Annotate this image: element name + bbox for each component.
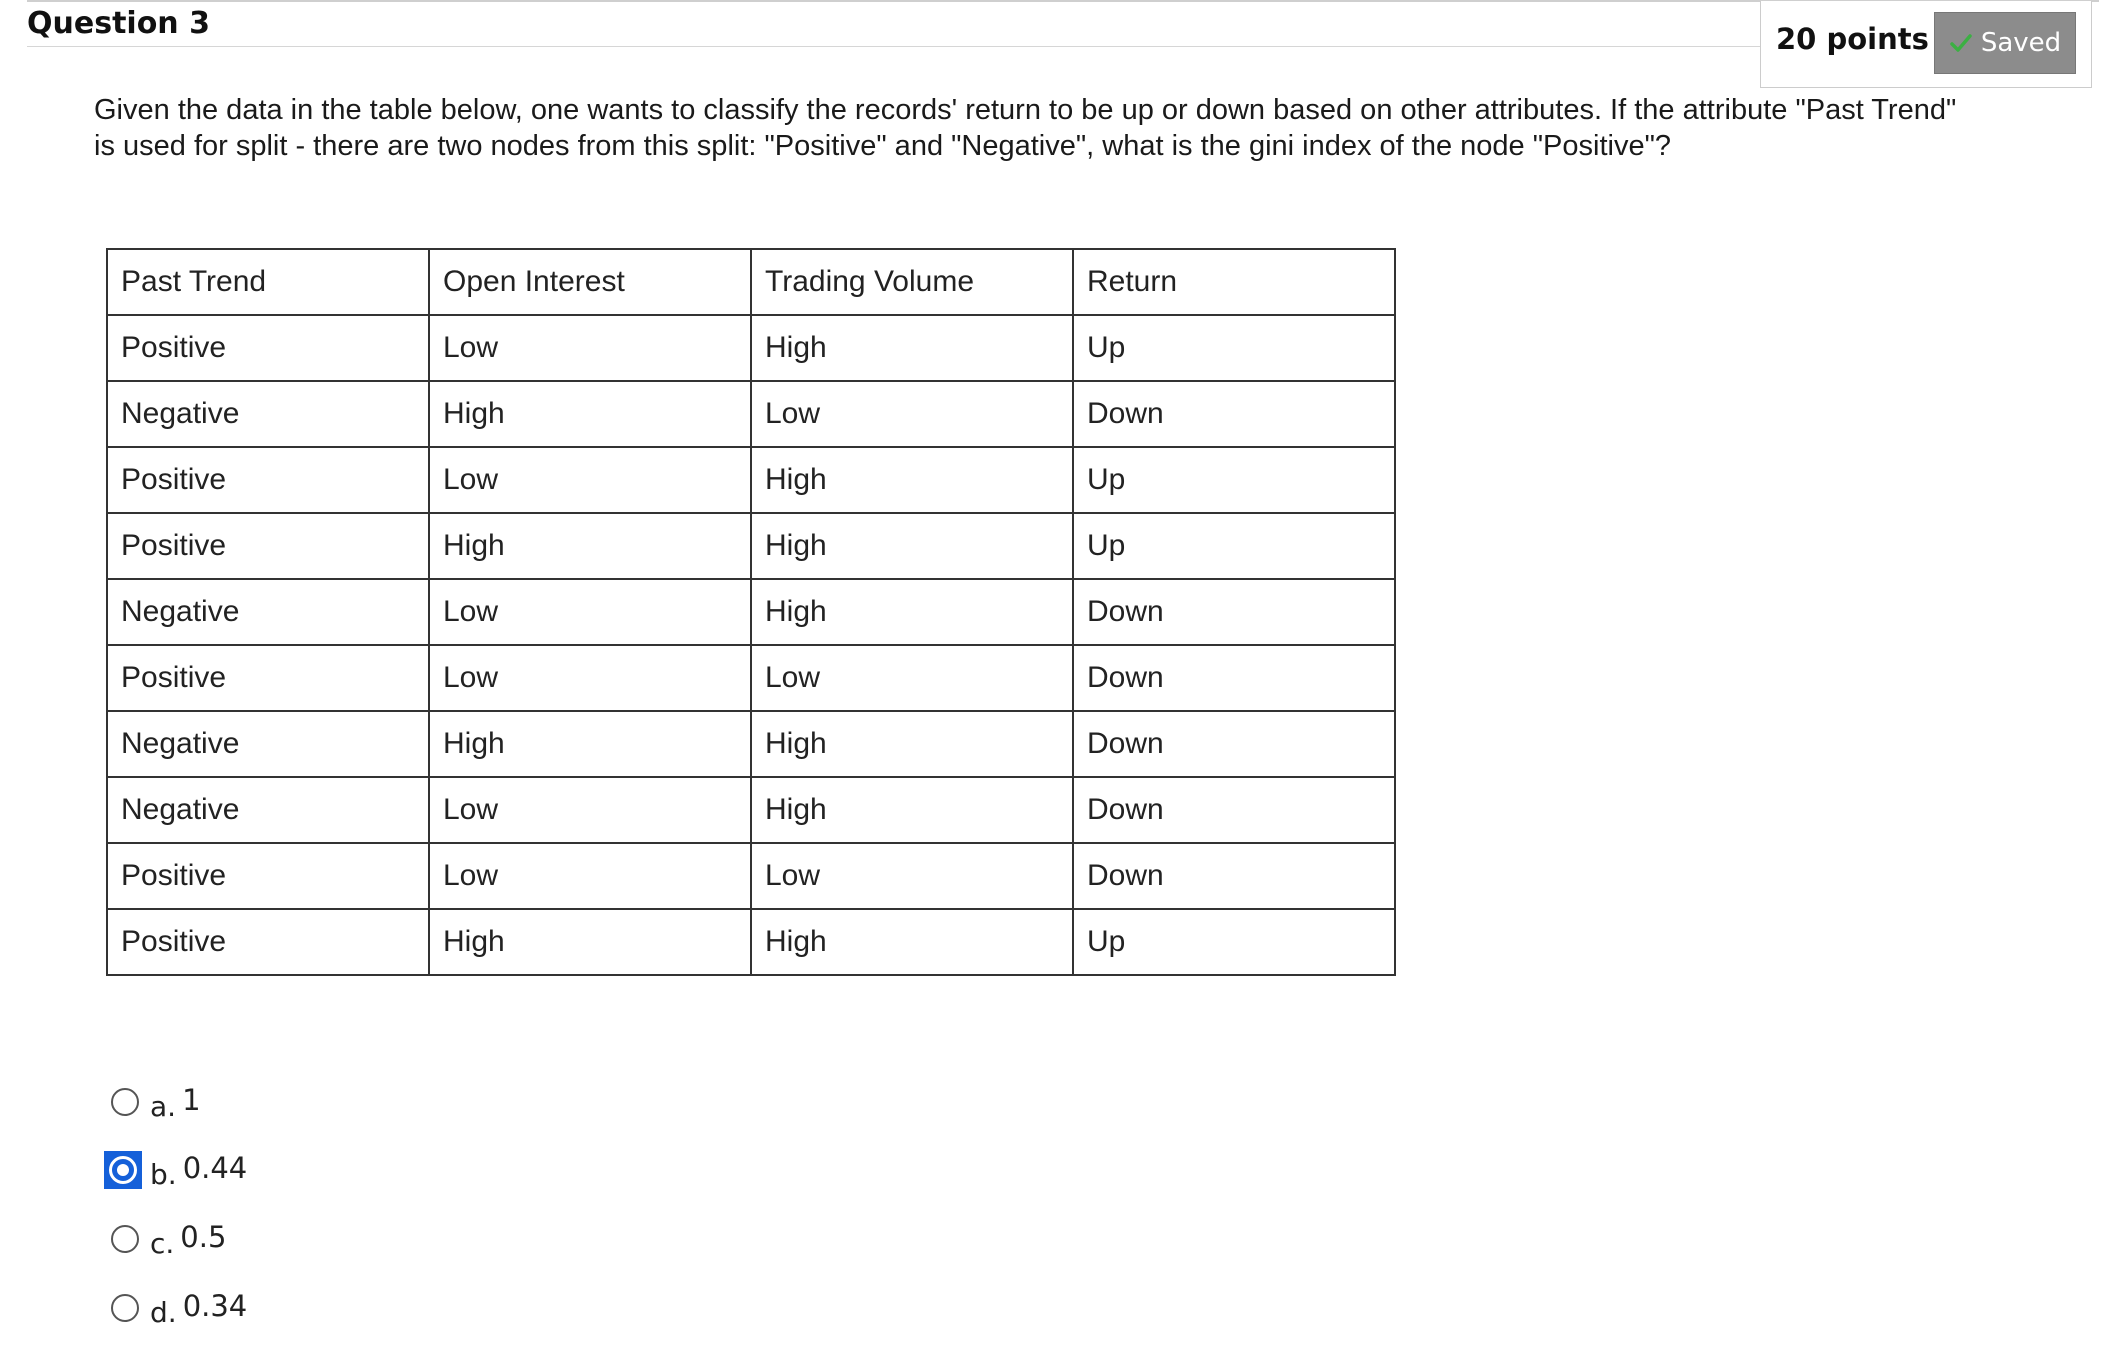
option-value: 0.5 <box>180 1220 227 1254</box>
table-cell: Low <box>751 843 1073 909</box>
table-row <box>107 711 1395 777</box>
table-cell: Negative <box>107 579 429 645</box>
table-cell: Low <box>429 579 751 645</box>
table-cell: Low <box>751 645 1073 711</box>
table-cell: Low <box>429 447 751 513</box>
table-cell: Positive <box>107 513 429 579</box>
table-row <box>107 513 1395 579</box>
table-cell: Positive <box>107 447 429 513</box>
table-cell: Down <box>1073 381 1395 447</box>
table-row <box>107 447 1395 513</box>
saved-label: Saved <box>1980 28 2062 58</box>
option-letter: c. <box>150 1226 175 1260</box>
question-text-line-2: is used for split - there are two nodes from this split: "Positive" and "Negative", what is the gini index of the node "Positive"? <box>94 130 1672 162</box>
table-cell: Up <box>1073 447 1395 513</box>
data-table <box>106 248 1396 976</box>
table-cell: High <box>429 513 751 579</box>
option-value: 1 <box>182 1083 201 1117</box>
table-cell: Positive <box>107 315 429 381</box>
table-cell: High <box>751 711 1073 777</box>
table-cell: Positive <box>107 909 429 975</box>
radio-button-a[interactable] <box>104 1083 142 1121</box>
table-cell: Up <box>1073 513 1395 579</box>
table-cell: High <box>429 909 751 975</box>
table-row <box>107 579 1395 645</box>
table-row <box>107 645 1395 711</box>
saved-status-badge <box>1934 12 2076 74</box>
column-header: Return <box>1073 249 1395 315</box>
table-row <box>107 777 1395 843</box>
table-cell: Down <box>1073 579 1395 645</box>
table-cell: Low <box>429 645 751 711</box>
table-row <box>107 381 1395 447</box>
table-cell: Negative <box>107 381 429 447</box>
table-header-row <box>107 249 1395 315</box>
question-text-line-1: Given the data in the table below, one wants to classify the records' return to be up or down based on other attributes. If the attribute "Past Trend" <box>94 94 1957 126</box>
column-header: Trading Volume <box>751 249 1073 315</box>
table-cell: High <box>751 777 1073 843</box>
option-d[interactable] <box>104 1286 504 1330</box>
table-cell: Positive <box>107 843 429 909</box>
column-header: Open Interest <box>429 249 751 315</box>
table-cell: Negative <box>107 777 429 843</box>
table-cell: Up <box>1073 909 1395 975</box>
table-cell: Up <box>1073 315 1395 381</box>
table-cell: Positive <box>107 645 429 711</box>
radio-button-b[interactable] <box>104 1151 142 1189</box>
table-cell: Low <box>429 843 751 909</box>
table-cell: Down <box>1073 645 1395 711</box>
option-b[interactable] <box>104 1148 504 1192</box>
radio-button-d[interactable] <box>104 1289 142 1327</box>
table-cell: Low <box>751 381 1073 447</box>
table-cell: Down <box>1073 843 1395 909</box>
column-header: Past Trend <box>107 249 429 315</box>
option-a[interactable] <box>104 1080 504 1124</box>
option-letter: a. <box>150 1089 177 1123</box>
table-cell: High <box>429 711 751 777</box>
table-cell: Negative <box>107 711 429 777</box>
table-cell: High <box>751 513 1073 579</box>
table-cell: Down <box>1073 711 1395 777</box>
table-cell: High <box>751 909 1073 975</box>
check-icon <box>1949 31 1973 55</box>
question-text <box>94 92 2054 164</box>
table-cell: High <box>751 447 1073 513</box>
option-letter: b. <box>150 1157 177 1191</box>
option-letter: d. <box>150 1295 177 1329</box>
table-row <box>107 909 1395 975</box>
radio-button-c[interactable] <box>104 1220 142 1258</box>
table-cell: High <box>751 579 1073 645</box>
table-row <box>107 843 1395 909</box>
table-row <box>107 315 1395 381</box>
table-cell: High <box>429 381 751 447</box>
question-points: 20 points <box>1776 22 1929 56</box>
table-cell: High <box>751 315 1073 381</box>
table-cell: Low <box>429 315 751 381</box>
table-cell: Down <box>1073 777 1395 843</box>
option-c[interactable] <box>104 1217 504 1261</box>
option-value: 0.44 <box>182 1151 248 1185</box>
title-divider <box>27 46 1775 47</box>
question-title: Question 3 <box>27 6 210 41</box>
option-value: 0.34 <box>182 1289 248 1323</box>
table-cell: Low <box>429 777 751 843</box>
